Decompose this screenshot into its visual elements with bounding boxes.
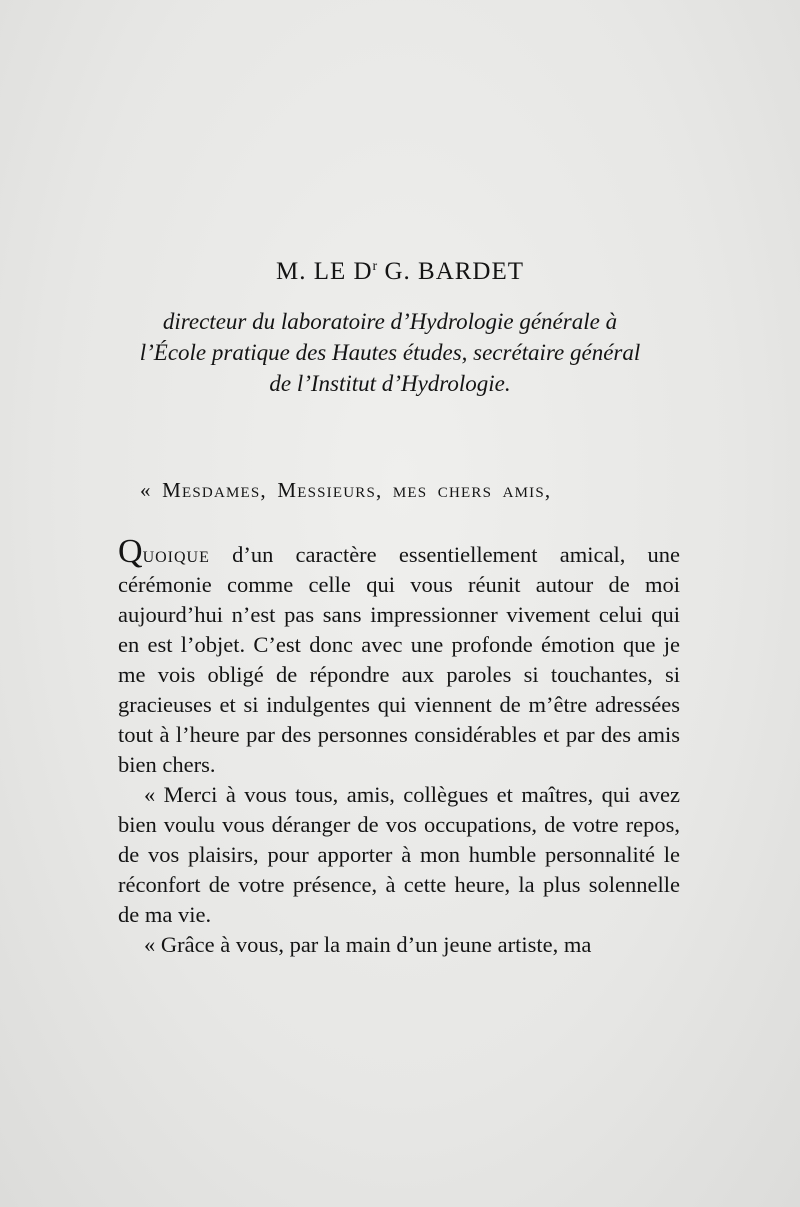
subtitle-line: l’École pratique des Hautes études, secrétaire général xyxy=(139,340,641,365)
heading-prefix: M. LE D xyxy=(275,258,373,285)
subtitle-line: directeur du laboratoire d’Hydrologie générale à xyxy=(162,309,618,334)
subtitle-line: de l’Institut d’Hydrologie. xyxy=(269,371,511,396)
paragraph: « Merci à vous tous, amis, collègues et maîtres, qui avez bien voulu vous déranger de vos occupations, de votre repos, de vos plaisirs, pour apporter à mon humble personnalité le réconfort de votre présence, à cette heure, la plus solennelle de ma vie. xyxy=(118,782,680,927)
heading-suffix: G. BARDET xyxy=(377,258,525,285)
salutation: « Mesdames, Messieurs, mes chers amis, xyxy=(140,478,552,502)
paragraph-text: d’un caractère essentiellement amical, une cérémonie comme celle qui vous réunit autour de moi aujourd’hui n’est pas sans impressionner vivement celui qui en est l’objet. C’est donc avec une profonde émotion que je me vois obligé de répondre aux paroles si touchantes, si gracieuses et si indulgentes qui viennent de m’être adressées tout à l’heure par des personnes considérables et par des amis bien chers. xyxy=(118,542,680,777)
speaker-title xyxy=(100,306,680,399)
heading-superscript: r xyxy=(372,259,378,274)
paragraph xyxy=(118,533,680,780)
drop-cap: Q xyxy=(118,533,143,570)
small-caps-word: uoique xyxy=(142,542,210,567)
speech-body xyxy=(118,533,680,960)
page-heading xyxy=(0,258,800,286)
paragraph: « Grâce à vous, par la main d’un jeune artiste, ma xyxy=(144,932,592,957)
